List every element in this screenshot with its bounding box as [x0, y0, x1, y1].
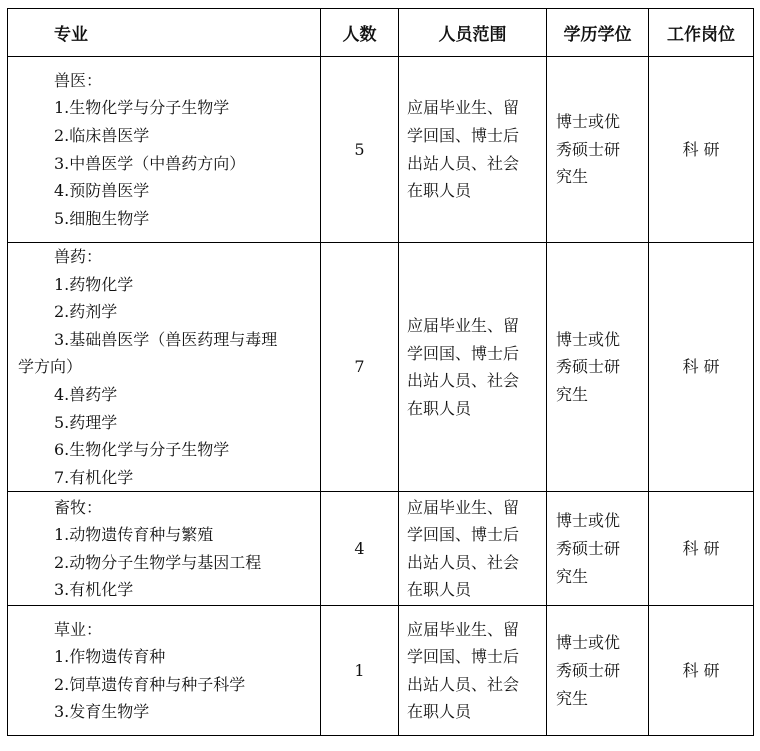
header-degree: 学历学位: [547, 9, 649, 57]
major-item: 5.药理学: [54, 412, 118, 432]
scope-line: 学回国、博士后: [407, 525, 520, 545]
scope-line: 应届毕业生、留: [407, 315, 520, 335]
scope-line: 在职人员: [407, 181, 472, 201]
count-cell: 4: [321, 492, 399, 606]
count-cell: 7: [321, 243, 399, 492]
scope-line: 应届毕业生、留: [407, 98, 520, 118]
degree-line: 博士或优: [556, 633, 621, 653]
header-count: 人数: [321, 9, 399, 57]
major-item: 2.临床兽医学: [54, 125, 150, 145]
post-cell: 科 研: [649, 243, 754, 492]
major-item: 2.动物分子生物学与基因工程: [54, 552, 262, 572]
count-cell: 5: [321, 57, 399, 243]
degree-line: 究生: [556, 566, 589, 586]
degree-line: 博士或优: [556, 112, 621, 132]
recruitment-table: [7, 8, 754, 736]
table-row: [8, 57, 754, 243]
scope-line: 学回国、博士后: [407, 125, 520, 145]
degree-cell: [547, 492, 649, 606]
major-cell: [8, 606, 321, 736]
scope-line: 在职人员: [407, 702, 472, 722]
scope-line: 出站人员、社会: [407, 153, 520, 173]
scope-line: 应届毕业生、留: [407, 619, 520, 639]
post-cell: 科 研: [649, 492, 754, 606]
major-item: 1.动物遗传育种与繁殖: [54, 525, 214, 545]
degree-cell: [547, 606, 649, 736]
scope-line: 学回国、博士后: [407, 647, 520, 667]
degree-cell: [547, 243, 649, 492]
scope-line: 学回国、博士后: [407, 343, 520, 363]
scope-cell: [399, 57, 547, 243]
scope-cell: [399, 243, 547, 492]
header-major: 专业: [8, 9, 321, 57]
major-item: 7.有机化学: [54, 467, 134, 487]
major-item: 6.生物化学与分子生物学: [54, 440, 230, 460]
degree-line: 究生: [556, 688, 589, 708]
major-item: 5.细胞生物学: [54, 208, 150, 228]
category-label: 畜牧：: [54, 497, 103, 517]
major-cell: [8, 57, 321, 243]
degree-cell: [547, 57, 649, 243]
table-row: [8, 606, 754, 736]
degree-line: 究生: [556, 167, 589, 187]
major-item-continuation: 学方向）: [18, 357, 83, 377]
degree-line: 究生: [556, 384, 589, 404]
scope-line: 出站人员、社会: [407, 674, 520, 694]
major-item: 1.生物化学与分子生物学: [54, 98, 230, 118]
major-item: 4.兽药学: [54, 384, 118, 404]
major-item: 3.有机化学: [54, 580, 134, 600]
major-item: 4.预防兽医学: [54, 181, 150, 201]
major-item: 2.药剂学: [54, 302, 118, 322]
major-cell: [8, 243, 321, 492]
scope-line: 出站人员、社会: [407, 371, 520, 391]
scope-line: 在职人员: [407, 398, 472, 418]
major-item: 3.基础兽医学（兽医药理与毒理: [54, 329, 278, 349]
major-item: 1.作物遗传育种: [54, 647, 166, 667]
count-cell: 1: [321, 606, 399, 736]
major-item: 1.药物化学: [54, 274, 134, 294]
degree-line: 秀硕士研: [556, 357, 621, 377]
post-cell: 科 研: [649, 57, 754, 243]
table-row: [8, 492, 754, 606]
table-row: [8, 243, 754, 492]
category-label: 草业：: [54, 619, 103, 639]
major-cell: [8, 492, 321, 606]
scope-line: 应届毕业生、留: [407, 497, 520, 517]
major-item: 2.饲草遗传育种与种子科学: [54, 674, 246, 694]
category-label: 兽药：: [54, 247, 103, 266]
degree-line: 秀硕士研: [556, 139, 621, 159]
major-item: 3.中兽医学（中兽药方向）: [54, 153, 246, 173]
scope-line: 出站人员、社会: [407, 552, 520, 572]
degree-line: 秀硕士研: [556, 539, 621, 559]
header-scope: 人员范围: [399, 9, 547, 57]
category-label: 兽医：: [54, 70, 103, 90]
degree-line: 秀硕士研: [556, 661, 621, 681]
major-item: 3.发育生物学: [54, 702, 150, 722]
degree-line: 博士或优: [556, 511, 621, 531]
scope-cell: [399, 492, 547, 606]
header-post: 工作岗位: [649, 9, 754, 57]
header-row: [8, 9, 754, 57]
scope-line: 在职人员: [407, 580, 472, 600]
post-cell: 科 研: [649, 606, 754, 736]
degree-line: 博士或优: [556, 329, 621, 349]
scope-cell: [399, 606, 547, 736]
